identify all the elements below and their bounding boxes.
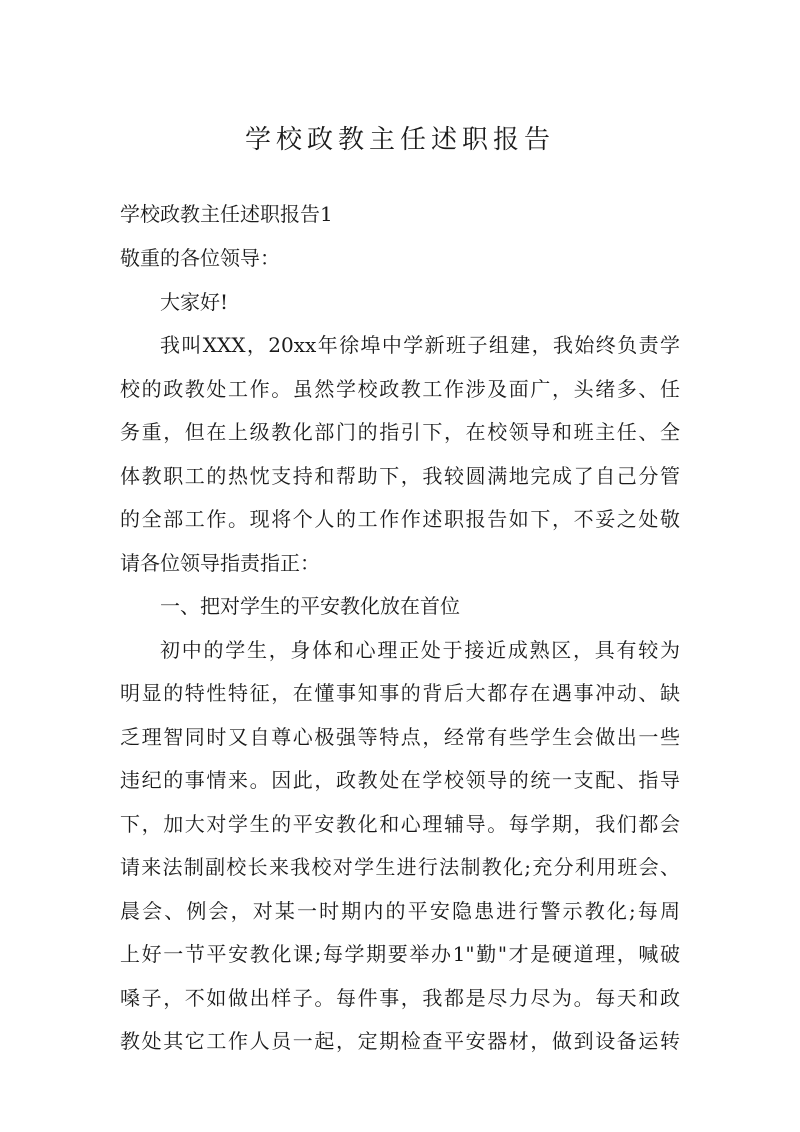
subsection-heading: 一、把对学生的平安教化放在首位 (160, 594, 460, 618)
document-title: 学校政教主任述职报告 (244, 125, 555, 155)
paragraph-line: 请来法制副校长来我校对学生进行法制教化;充分利用班会、 (120, 855, 680, 879)
paragraph-line: 乏理智同时又自尊心极强等特点，经常有些学生会做出一些 (120, 725, 680, 749)
paragraph-line: 校的政教处工作。虽然学校政教工作涉及面广，头绪多、任 (120, 377, 680, 401)
paragraph-line: 晨会、例会，对某一时期内的平安隐患进行警示教化;每周 (120, 899, 680, 923)
paragraph-line: 嗓子，不如做出样子。每件事，我都是尽力尽为。每天和政 (120, 986, 680, 1010)
section-heading: 学校政教主任述职报告1 (120, 202, 333, 226)
paragraph-line: 体教职工的热忱支持和帮助下，我较圆满地完成了自己分管 (120, 464, 680, 488)
paragraph-line: 明显的特性特征，在懂事知事的背后大都存在遇事冲动、缺 (120, 681, 680, 705)
paragraph-line: 初中的学生，身体和心理正处于接近成熟区，具有较为 (160, 638, 680, 662)
paragraph-line: 务重，但在上级教化部门的指引下，在校领导和班主任、全 (120, 420, 680, 444)
paragraph-line: 上好一节平安教化课;每学期要举办1"勤"才是硬道理，喊破 (120, 942, 680, 966)
paragraph-line: 请各位领导指责指正： (120, 551, 320, 575)
greeting: 大家好! (160, 290, 229, 314)
paragraph-line: 教处其它工作人员一起，定期检查平安器材，做到设备运转 (120, 1029, 680, 1053)
paragraph-line: 违纪的事情来。因此，政教处在学校领导的统一支配、指导 (120, 768, 680, 792)
paragraph-line: 的全部工作。现将个人的工作作述职报告如下，不妥之处敬 (120, 507, 680, 531)
paragraph-line: 下，加大对学生的平安教化和心理辅导。每学期，我们都会 (120, 812, 680, 836)
paragraph-line: 我叫XXX，20xx年徐埠中学新班子组建，我始终负责学 (160, 333, 680, 357)
salutation: 敬重的各位领导： (120, 246, 280, 270)
